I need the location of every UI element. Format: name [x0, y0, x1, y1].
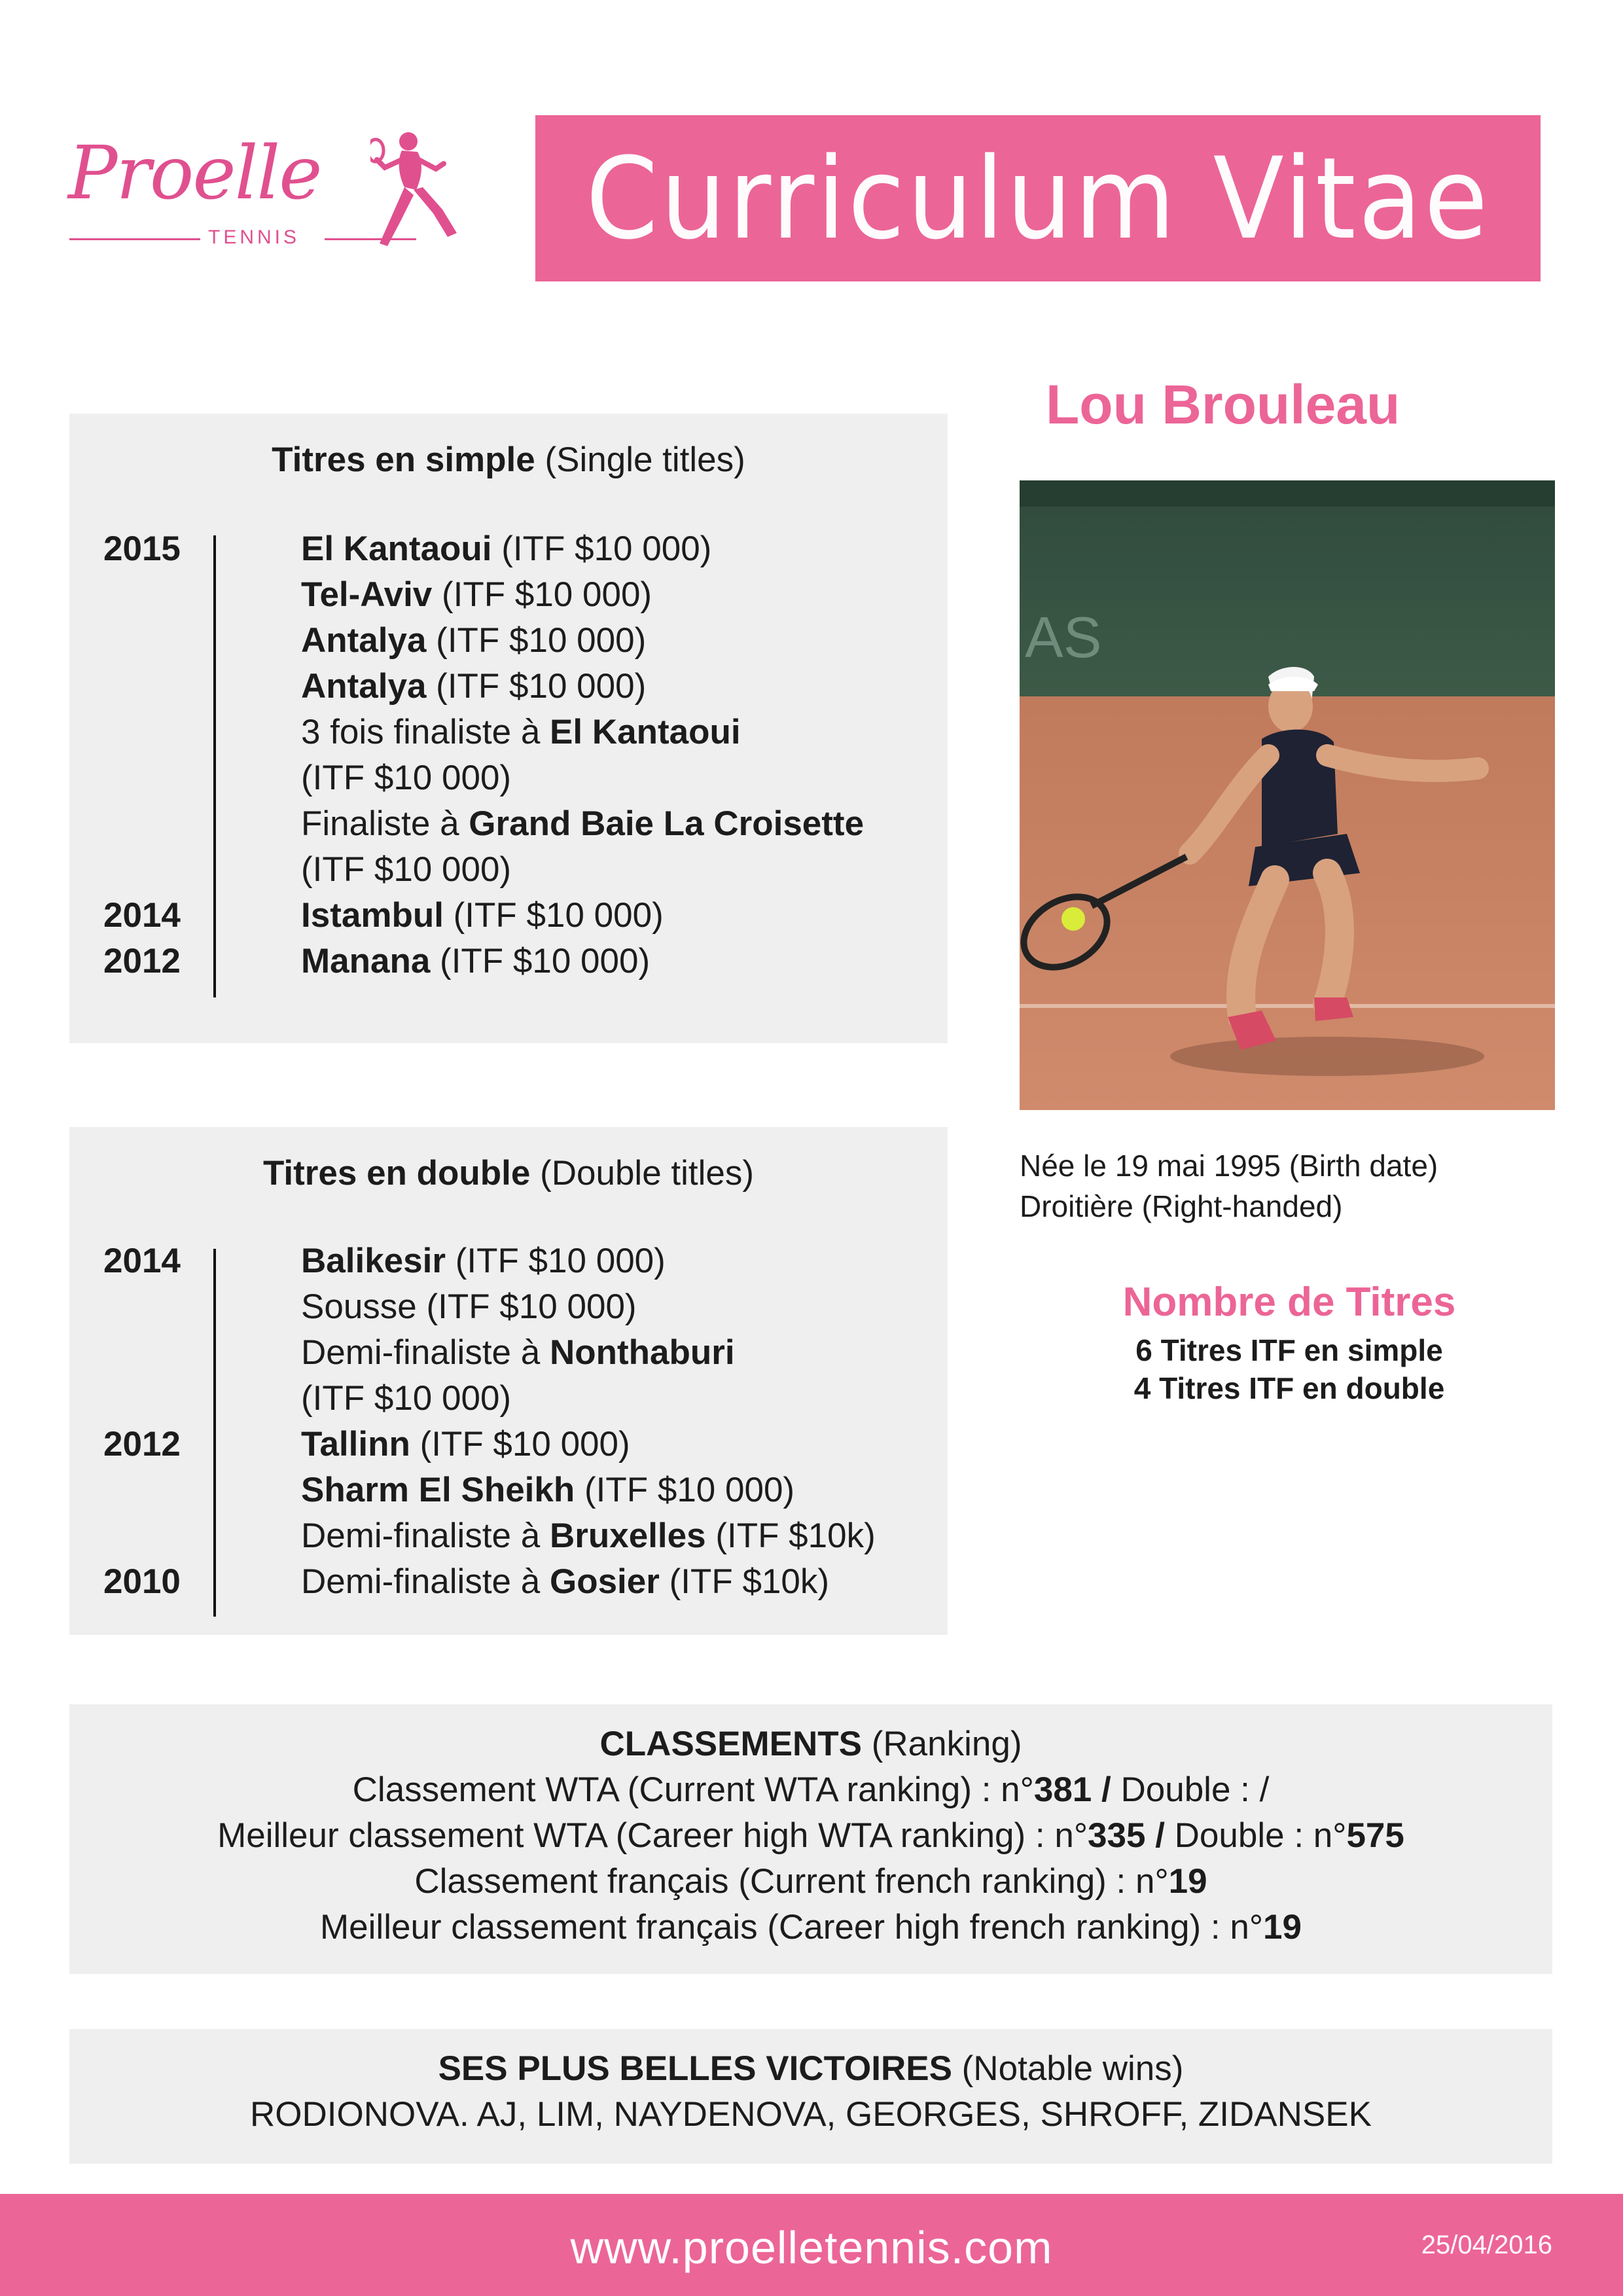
titles-count-single: 6 Titres ITF en simple: [1135, 1333, 1443, 1367]
header-title-band: [535, 115, 1541, 281]
timeline-rule: [213, 535, 216, 997]
title-entry: Finaliste à Grand Baie La Croisette: [301, 804, 865, 843]
title-entry: Demi-finaliste à Nonthaburi: [301, 1333, 735, 1372]
title-entry: Demi-finaliste à Bruxelles (ITF $10k): [301, 1516, 876, 1555]
double-timeline: [69, 1127, 948, 1635]
single-timeline: [69, 414, 948, 1043]
best-french-ranking: Meilleur classement français (Career high french ranking) : n°19: [320, 1908, 1302, 1946]
title-entry: Antalya (ITF $10 000): [301, 667, 647, 706]
timeline-rule: [213, 1249, 216, 1617]
title-entry: (ITF $10 000): [301, 759, 512, 797]
title-entry: (ITF $10 000): [301, 850, 512, 889]
logo-subtitle: TENNIS: [208, 226, 300, 248]
year-label: 2012: [103, 1425, 181, 1463]
double-titles-heading: Titres en double (Double titles): [262, 1154, 755, 1193]
photo-wall-text: AS: [1025, 605, 1102, 670]
player-photo-illustration: [1020, 480, 1555, 1110]
website-link[interactable]: www.proelletennis.com: [570, 2222, 1053, 2273]
player-bio: [1020, 1145, 1438, 1227]
title-entry: Manana (ITF $10 000): [301, 942, 651, 980]
birth-date: Née le 19 mai 1995 (Birth date): [1020, 1149, 1438, 1183]
ranking-panel: [69, 1704, 1552, 1974]
titles-count-heading: Nombre de Titres: [1122, 1280, 1456, 1325]
document-date: 25/04/2016: [1421, 2231, 1552, 2259]
notable-wins-panel: [69, 2029, 1552, 2164]
brand-logo: [63, 122, 469, 259]
year-label: 2015: [103, 529, 181, 568]
player-name: Lou Brouleau: [1046, 374, 1400, 435]
year-label: 2010: [103, 1562, 181, 1601]
single-titles-panel: [69, 414, 948, 1043]
single-titles-heading: Titres en simple (Single titles): [272, 440, 745, 479]
title-entry: Demi-finaliste à Gosier (ITF $10k): [301, 1562, 830, 1601]
titles-count-double: 4 Titres ITF en double: [1133, 1371, 1445, 1405]
page-title: Curriculum Vitae: [585, 132, 1491, 264]
title-entry: El Kantaoui (ITF $10 000): [301, 529, 712, 568]
logo-divider-left: [69, 238, 200, 240]
best-wta-ranking: Meilleur classement WTA (Career high WTA ranking) : n°335 / Double : n°575: [217, 1816, 1404, 1855]
logo-script-text: Proelle: [68, 131, 321, 216]
player-photo: [1020, 480, 1555, 1110]
footer-band: [0, 2194, 1623, 2296]
title-entry: Sousse (ITF $10 000): [301, 1287, 637, 1326]
title-entry: Antalya (ITF $10 000): [301, 621, 647, 660]
title-entry: (ITF $10 000): [301, 1379, 512, 1418]
tennis-player-icon: [370, 122, 469, 253]
title-entry: Sharm El Sheikh (ITF $10 000): [301, 1471, 795, 1509]
year-label: 2012: [103, 942, 181, 980]
title-entry: Istambul (ITF $10 000): [301, 896, 664, 935]
current-wta-ranking: Classement WTA (Current WTA ranking) : n°381 / Double : /: [352, 1770, 1270, 1809]
title-entry: Tallinn (ITF $10 000): [301, 1425, 630, 1463]
notable-wins-heading: SES PLUS BELLES VICTOIRES (Notable wins): [438, 2049, 1184, 2088]
ranking-heading: CLASSEMENTS (Ranking): [599, 1725, 1022, 1763]
year-label: 2014: [103, 896, 181, 935]
notable-wins-list: RODIONOVA. AJ, LIM, NAYDENOVA, GEORGES, SHROFF, ZIDANSEK: [250, 2095, 1372, 2134]
handedness: Droitière (Right-handed): [1020, 1189, 1343, 1223]
year-label: 2014: [103, 1242, 181, 1280]
title-entry: Balikesir (ITF $10 000): [301, 1242, 666, 1280]
double-titles-panel: [69, 1127, 948, 1635]
title-entry: 3 fois finaliste à El Kantaoui: [301, 713, 741, 751]
current-french-ranking: Classement français (Current french ranking) : n°19: [414, 1862, 1207, 1901]
title-entry: Tel-Aviv (ITF $10 000): [301, 575, 652, 614]
